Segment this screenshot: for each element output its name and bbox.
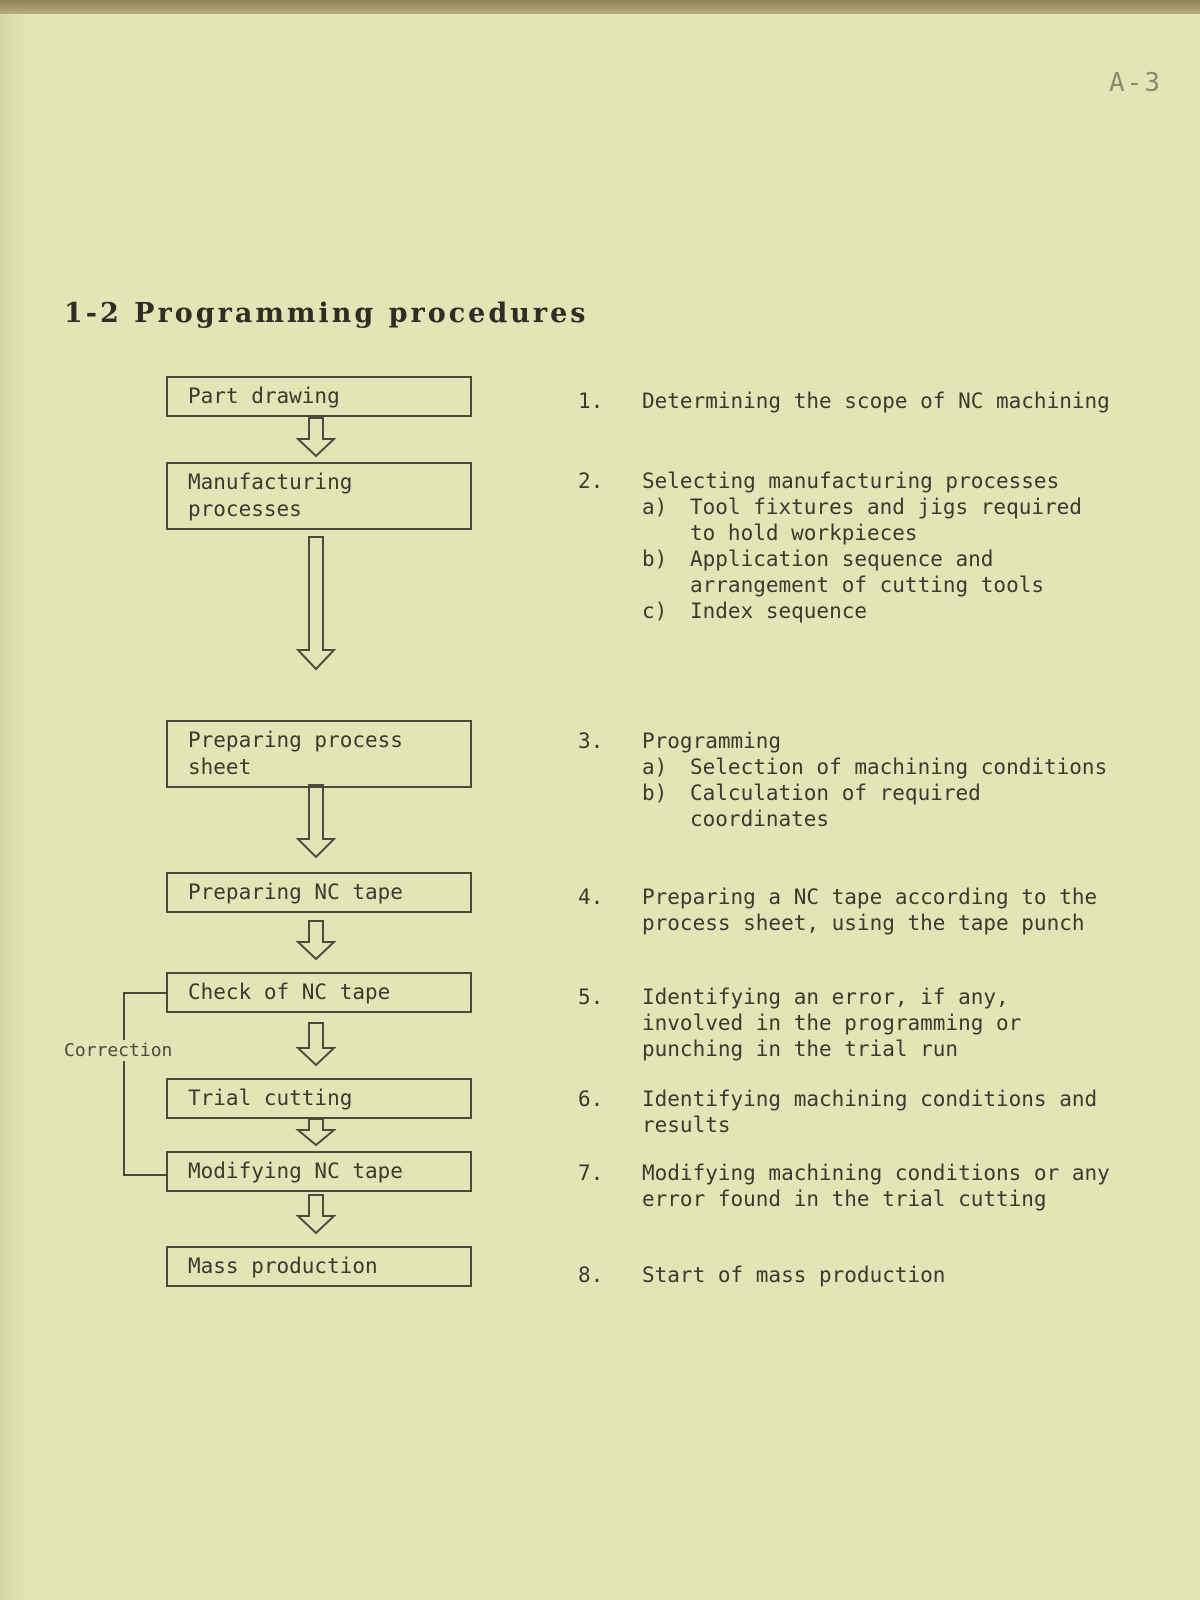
step-text: Start of mass production bbox=[642, 1263, 946, 1287]
flow-box-trial-cutting: Trial cutting bbox=[166, 1078, 472, 1119]
step-sub-item bbox=[642, 598, 1118, 624]
step-4 bbox=[578, 884, 1118, 936]
down-arrow-icon bbox=[296, 1194, 336, 1234]
correction-loop-line bbox=[123, 992, 167, 1176]
step-6 bbox=[578, 1086, 1118, 1138]
step-7 bbox=[578, 1160, 1118, 1212]
step-text: Identifying an error, if any, involved in the programming or punching in the trial run bbox=[642, 985, 1022, 1061]
step-sub-item bbox=[642, 780, 1118, 832]
step-text: Modifying machining conditions or any error found in the trial cutting bbox=[642, 1161, 1110, 1211]
sub-item-text: Calculation of required coordinates bbox=[690, 781, 981, 831]
step-number: 4. bbox=[578, 885, 604, 909]
sub-item-text: Application sequence and arrangement of cutting tools bbox=[690, 547, 1045, 597]
down-arrow-icon bbox=[296, 1118, 336, 1146]
step-sub-item bbox=[642, 754, 1118, 780]
step-number: 5. bbox=[578, 985, 604, 1009]
down-arrow-icon bbox=[296, 1022, 336, 1066]
flow-box-check-nc-tape: Check of NC tape bbox=[166, 972, 472, 1013]
page-number: A-3 bbox=[1109, 68, 1162, 98]
flow-box-preparing-process-sheet: Preparing process sheet bbox=[166, 720, 472, 788]
flow-box-modifying-nc-tape: Modifying NC tape bbox=[166, 1151, 472, 1192]
down-arrow-icon bbox=[296, 784, 336, 858]
section-title: 1-2 Programming procedures bbox=[64, 298, 589, 329]
page-binding-shadow bbox=[0, 14, 28, 1600]
sub-item-marker: a) bbox=[642, 755, 668, 779]
sub-item-text: Index sequence bbox=[690, 599, 868, 623]
sub-item-text: Tool fixtures and jigs required to hold workpieces bbox=[690, 495, 1082, 545]
flow-box-part-drawing: Part drawing bbox=[166, 376, 472, 417]
step-sub-item bbox=[642, 546, 1118, 598]
step-text: Selecting manufacturing processes bbox=[642, 469, 1060, 493]
step-number: 3. bbox=[578, 729, 604, 753]
page-top-edge bbox=[0, 0, 1200, 14]
step-text: Identifying machining conditions and results bbox=[642, 1087, 1098, 1137]
step-8 bbox=[578, 1262, 1118, 1288]
sub-item-marker: b) bbox=[642, 547, 668, 571]
step-5 bbox=[578, 984, 1118, 1062]
step-sub-item bbox=[642, 494, 1118, 546]
sub-item-marker: b) bbox=[642, 781, 668, 805]
step-text: Programming bbox=[642, 729, 782, 753]
flow-box-manufacturing-processes: Manufacturing processes bbox=[166, 462, 472, 530]
sub-item-text: Selection of machining conditions bbox=[690, 755, 1108, 779]
correction-label: Correction bbox=[64, 1040, 173, 1061]
step-1 bbox=[578, 388, 1118, 414]
step-number: 7. bbox=[578, 1161, 604, 1185]
down-arrow-icon bbox=[296, 536, 336, 670]
step-number: 6. bbox=[578, 1087, 604, 1111]
sub-item-marker: a) bbox=[642, 495, 668, 519]
sub-item-marker: c) bbox=[642, 599, 668, 623]
down-arrow-icon bbox=[296, 417, 336, 457]
flow-box-preparing-nc-tape: Preparing NC tape bbox=[166, 872, 472, 913]
step-number: 2. bbox=[578, 469, 604, 493]
step-number: 8. bbox=[578, 1263, 604, 1287]
step-3 bbox=[578, 728, 1118, 832]
step-number: 1. bbox=[578, 389, 604, 413]
step-text: Determining the scope of NC machining bbox=[642, 389, 1110, 413]
step-2 bbox=[578, 468, 1118, 624]
flow-box-mass-production: Mass production bbox=[166, 1246, 472, 1287]
down-arrow-icon bbox=[296, 920, 336, 960]
step-text: Preparing a NC tape according to the process sheet, using the tape punch bbox=[642, 885, 1098, 935]
